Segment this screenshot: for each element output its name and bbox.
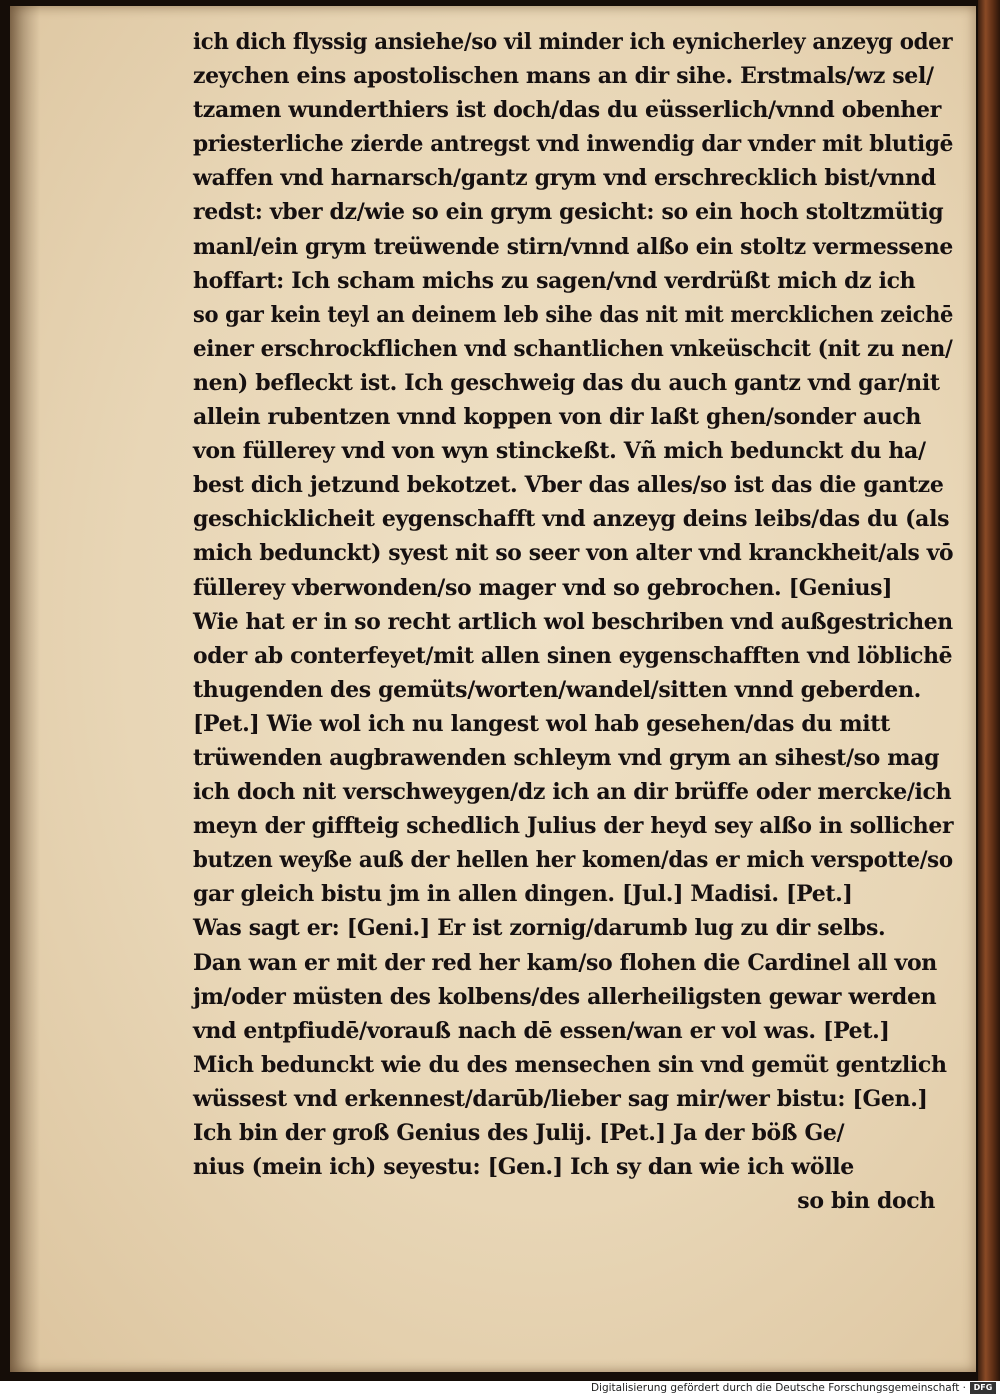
text-line: butzen weyße auß der hellen her komen/das er mich verspotte/so xyxy=(193,847,953,874)
text-line: vnd entpfiudē/vorauß nach dē essen/wan er vol was. [Pet.] xyxy=(193,1017,890,1044)
text-line: Mich bedunckt wie du des mensechen sin vnd gemüt gentzlich xyxy=(193,1051,947,1078)
text-line: waffen vnd harnarsch/gantz grym vnd erschrecklich bist/vnnd xyxy=(193,165,936,192)
text-line: jm/oder müsten des kolbens/des allerheiligsten gewar werden xyxy=(193,983,937,1010)
text-line: nius (mein ich) seyestu: [Gen.] Ich sy dan wie ich wölle xyxy=(193,1154,854,1181)
page-text-block xyxy=(193,25,953,1218)
text-line: so gar kein teyl an deinem leb sihe das nit mit mercklichen zeichē xyxy=(193,301,954,328)
text-line: Ich bin der groß Genius des Julij. [Pet.] Ja der böß Ge/ xyxy=(193,1120,845,1146)
text-line: Dan wan er mit der red her kam/so flohen die Cardinel all von xyxy=(193,949,937,976)
text-line: einer erschrockflichen vnd schantlichen vnkeüschcit (nit zu nen/ xyxy=(193,335,953,362)
text-line: Was sagt er: [Geni.] Er ist zornig/darumb lug zu dir selbs. xyxy=(193,915,886,942)
text-line: oder ab conterfeyet/mit allen sinen eygenschafften vnd löblichē xyxy=(193,642,953,669)
text-line: Wie hat er in so recht artlich wol beschriben vnd außgestrichen xyxy=(193,608,953,635)
text-line: so bin doch xyxy=(797,1188,935,1215)
text-line: geschicklicheit eygenschafft vnd anzeyg deins leibs/das du (als xyxy=(193,506,950,533)
text-line: redst: vber dz/wie so ein grym gesicht: so ein hoch stoltzmütig xyxy=(193,199,944,226)
text-line: wüssest vnd erkennest/darūb/lieber sag mir/wer bistu: [Gen.] xyxy=(193,1085,928,1112)
footer-credit: Digitalisierung gefördert durch die Deutsche Forschungsgemeinschaft · xyxy=(590,1382,966,1394)
text-line: von füllerey vnd von wyn stinckeßt. Vñ mich bedunckt du ha/ xyxy=(193,438,926,465)
dfg-logo: DFG xyxy=(970,1382,996,1394)
digitization-footer xyxy=(0,1381,1000,1395)
text-line: trüwenden augbrawenden schleym vnd grym an sihest/so mag xyxy=(193,744,940,771)
text-line: tzamen wunderthiers ist doch/das du eüsserlich/vnnd obenher xyxy=(193,97,941,124)
text-line: [Pet.] Wie wol ich nu langest wol hab gesehen/das du mitt xyxy=(193,710,890,737)
text-line: ich dich flyssig ansiehe/so vil minder ich eynicherley anzeyg oder xyxy=(193,29,953,55)
text-line: manl/ein grym treüwende stirn/vnnd alßo ein stoltz vermessene xyxy=(193,233,953,260)
book-cover-edge xyxy=(978,0,1000,1381)
text-line: ich doch nit verschweygen/dz ich an dir brüffe oder mercke/ich xyxy=(193,779,952,806)
text-line: thugenden des gemüts/worten/wandel/sitten vnnd geberden. xyxy=(193,676,921,703)
book-page xyxy=(10,6,976,1372)
text-line: zeychen eins apostolischen mans an dir sihe. Erstmals/wz sel/ xyxy=(193,63,934,90)
text-line: füllerey vberwonden/so mager vnd so gebrochen. [Genius] xyxy=(193,574,893,601)
text-line: hoffart: Ich scham michs zu sagen/vnd verdrüßt mich dz ich xyxy=(193,267,916,294)
text-line: best dich jetzund bekotzet. Vber das alles/so ist das die gantze xyxy=(193,472,944,499)
text-line: priesterliche zierde antregst vnd inwendig dar vnder mit blutigē xyxy=(193,131,954,158)
text-line: gar gleich bistu jm in allen dingen. [Jul.] Madisi. [Pet.] xyxy=(193,881,853,908)
page-gutter-shadow xyxy=(10,6,40,1372)
text-line: allein rubentzen vnnd koppen von dir laßt ghen/sonder auch xyxy=(193,404,922,431)
text-line: mich bedunckt) syest nit so seer von alter vnd kranckheit/als vō xyxy=(193,540,954,567)
text-line: meyn der giffteig schedlich Julius der heyd sey alßo in sollicher xyxy=(193,813,954,840)
text-line: nen) befleckt ist. Ich geschweig das du auch gantz vnd gar/nit xyxy=(193,369,940,396)
